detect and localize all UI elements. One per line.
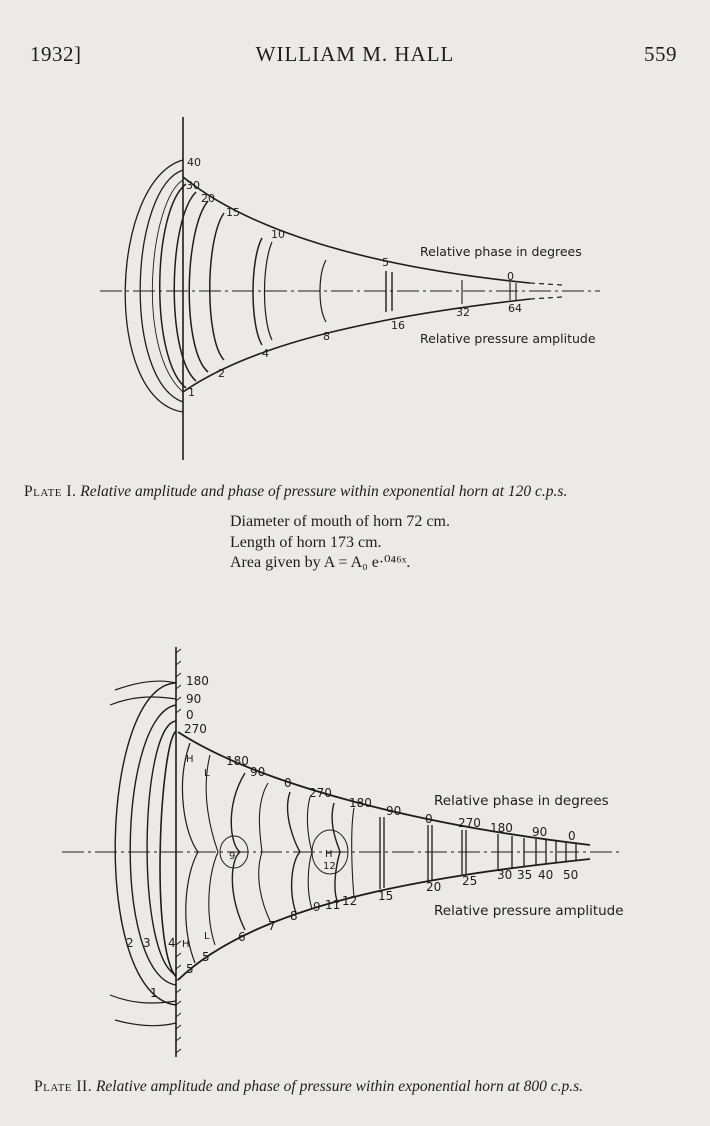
plate-2-marker-h-3: H (182, 939, 190, 950)
plate-2-inner-contour-2 (206, 755, 218, 945)
plate-2-amp-label-13: 20 (426, 880, 442, 894)
plate-2-phase-label-14: 0 (568, 829, 576, 843)
plate-1-contour-6 (210, 213, 224, 360)
plate-2-phase-label-8: 180 (349, 796, 372, 810)
plate-2-amp-label-9: 9 (313, 900, 321, 914)
plate-1-contour-4 (174, 192, 196, 381)
plate-1-phase-label-0: 40 (187, 156, 201, 169)
plate-2-amp-label-6: 6 (238, 930, 246, 944)
plate-1-amp-label-2: 4 (262, 347, 269, 360)
header-left: 1932] (30, 42, 82, 66)
plate-2-marker-h-2: H (325, 849, 333, 860)
plate-2-figure (0, 645, 670, 1065)
plate-1-amplitude-axis-label: Relative pressure amplitude (420, 331, 596, 346)
plate-2-amp-label-16: 35 (517, 868, 533, 882)
plate-1-caption (24, 483, 567, 501)
plate-1-amp-label-3: 8 (323, 330, 330, 343)
plate-2-caption-label: Plate II. (34, 1078, 93, 1095)
plate-1-spec-length: Length of horn 173 cm. (230, 533, 382, 551)
plate-2-amp-label-1: 2 (126, 936, 134, 950)
plate-2-phase-label-7: 270 (309, 786, 332, 800)
plate-2-phase-label-6: 0 (284, 776, 292, 790)
plate-2-amp-label-2: 3 (143, 936, 151, 950)
plate-2-marker-l-2: L (204, 931, 210, 942)
plate-2-inner-contour-6 (307, 797, 312, 909)
plate-1-contour-thin (152, 180, 183, 392)
plate-2-amp-label-0: 1 (150, 986, 158, 1000)
plate-1-phase-label-2: 20 (201, 192, 215, 205)
plate-2-amp-label-7: 7 (268, 919, 276, 933)
plate-2-phase-label-11: 270 (458, 816, 481, 830)
plate-1-phase-axis-label: Relative phase in degrees (420, 244, 582, 259)
plate-1-phase-label-4: 10 (271, 228, 285, 241)
plate-2-marker-9: 9 (229, 851, 236, 862)
plate-2-amp-label-12: 15 (378, 889, 394, 903)
page-number: 559 (644, 42, 677, 66)
plate-1-amp-label-0: 1 (188, 386, 195, 399)
plate-2-phase-label-9: 90 (386, 804, 402, 818)
plate-2-phase-label-4: 180 (226, 754, 249, 768)
plate-2-amp-label-11: 12 (342, 894, 358, 908)
plate-2-caption-text: Relative amplitude and phase of pressure within exponential horn at 800 c.p.s. (95, 1078, 583, 1095)
plate-2-inner-contour-7 (332, 803, 340, 903)
plate-1-caption-text: Relative amplitude and phase of pressure within exponential horn at 120 c.p.s. (80, 483, 568, 500)
plate-2-outer-stub-bottom (110, 995, 176, 1026)
plate-2-amp-label-14: 25 (462, 874, 478, 888)
plate-1-phase-label-3: 15 (226, 206, 240, 219)
plate-1-phase-label-6: 0 (507, 270, 514, 283)
plate-2-phase-label-12: 180 (490, 821, 513, 835)
plate-1-spec-diameter: Diameter of mouth of horn 72 cm. (230, 513, 450, 530)
plate-2-amp-label-4: 5 (186, 962, 194, 976)
plate-2-amp-label-8: 8 (290, 909, 298, 923)
plate-1-horn-upper-wall (183, 177, 530, 283)
plate-2-amp-label-10: 11 (325, 898, 341, 912)
plate-1-phase-label-5: 5 (382, 256, 389, 269)
plate-2-amp-label-17: 40 (538, 868, 554, 882)
plate-2-phase-label-0: 180 (186, 674, 209, 688)
plate-2-phase-axis-label: Relative phase in degrees (434, 793, 609, 809)
plate-2-amp-label-3: 4 (168, 936, 176, 950)
plate-2-phase-label-5: 90 (250, 765, 266, 779)
plate-1-contour-2 (140, 170, 183, 402)
plate-2-phase-label-1: 90 (186, 692, 202, 706)
plate-2-amp-label-18: 50 (563, 868, 579, 882)
plate-2-marker-h-1: H (186, 754, 194, 765)
plate-2-phase-label-2: 0 (186, 708, 194, 722)
plate-2-inner-contour-1 (182, 743, 198, 963)
plate-2-phase-label-13: 90 (532, 825, 548, 839)
plate-2-amp-label-15: 30 (497, 868, 513, 882)
plate-1-caption-label: Plate I. (24, 483, 77, 500)
plate-1-specs (230, 512, 450, 574)
plate-2-marker-l-1: L (204, 768, 210, 779)
plate-1-amp-label-6: 64 (508, 302, 522, 315)
page-title: WILLIAM M. HALL (255, 42, 455, 66)
plate-1-amp-label-4: 16 (391, 319, 405, 332)
plate-2-caption (34, 1078, 583, 1096)
plate-1-contour-5 (189, 201, 208, 372)
plate-2-amp-label-5: 5 (202, 950, 210, 964)
plate-1-amp-label-5: 32 (456, 306, 470, 319)
plate-2-amplitude-axis-label: Relative pressure amplitude (434, 903, 624, 919)
plate-1-spec-area: Area given by A = A₀ e·⁰⁴⁶ˣ. (230, 554, 411, 571)
plate-2-phase-label-3: 270 (184, 722, 207, 736)
plate-2-phase-label-10: 0 (425, 812, 433, 826)
plate-1-amp-label-1: 2 (218, 367, 225, 380)
plate-1-contour-11 (462, 280, 516, 304)
plate-2-marker-12: 12 (323, 861, 336, 872)
plate-1-phase-label-1: 30 (186, 179, 200, 192)
